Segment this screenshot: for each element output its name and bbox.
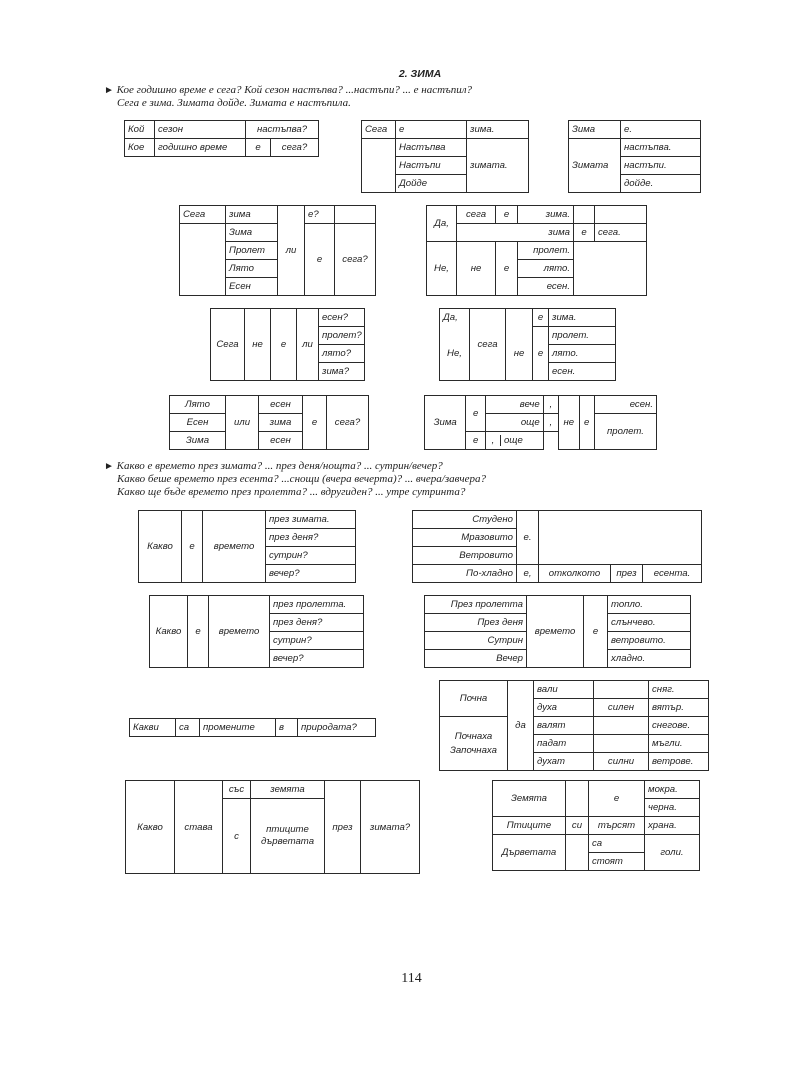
cell: Земята	[493, 781, 566, 817]
cell: Есен	[226, 278, 278, 296]
cell: през	[611, 565, 643, 583]
cell: пролет.	[549, 327, 616, 345]
cell: Какво	[126, 781, 175, 874]
cell: е.	[621, 121, 701, 139]
cell: снегове.	[649, 717, 709, 735]
cell: сега?	[271, 139, 319, 157]
arrow-icon: ►	[104, 85, 114, 96]
table-kakvi-sa-promenite	[129, 718, 376, 737]
cell: Настъпи	[396, 157, 467, 175]
cell: търсят	[589, 817, 645, 835]
cell: храна.	[645, 817, 700, 835]
cell: есен	[259, 432, 303, 450]
cell: сега?	[335, 224, 376, 296]
cell: е	[589, 781, 645, 817]
cell: голи.	[645, 835, 700, 871]
cell: Зима	[226, 224, 278, 242]
cell: Есен	[170, 414, 226, 432]
cell: есен	[259, 396, 303, 414]
table-kakvo-vremeto-prolet	[149, 595, 364, 668]
cell: силни	[594, 753, 649, 771]
table-kakvo-vremeto-zima	[138, 510, 356, 583]
cell: Лято	[226, 260, 278, 278]
cell: настъпва.	[621, 139, 701, 157]
cell: вечер?	[270, 650, 364, 668]
cell: ветрове.	[649, 753, 709, 771]
cell: настъпи.	[621, 157, 701, 175]
cell: времето	[527, 596, 584, 668]
cell: Почнаха	[454, 730, 493, 742]
cell: е	[246, 139, 271, 157]
cell: зима	[259, 414, 303, 432]
cell: лято.	[518, 260, 574, 278]
cell: мокра.	[645, 781, 700, 799]
cell: е,	[517, 565, 539, 583]
cell: още	[503, 435, 523, 446]
page-title: 2. ЗИМА	[398, 68, 442, 80]
cell: е	[574, 224, 595, 242]
page-number: 114	[401, 971, 422, 986]
cell: Сега	[211, 309, 245, 381]
cell: с	[223, 799, 251, 874]
cell: топло.	[608, 596, 691, 614]
cell: през	[325, 781, 361, 874]
cell: вятър.	[649, 699, 709, 717]
cell: зимата.	[467, 139, 529, 193]
question-line: Какво е времето през зимата? ... през деня/нощта? ... сутрин/вечер?	[116, 460, 443, 472]
cell: Птиците	[493, 817, 566, 835]
cell: духат	[534, 753, 594, 771]
cell: лято?	[319, 345, 365, 363]
cell: сега	[457, 206, 496, 224]
table-kakvo-stava	[125, 780, 420, 874]
cell: валят	[534, 717, 594, 735]
cell: не	[245, 309, 271, 381]
cell: е.	[517, 511, 539, 565]
cell: отколкото	[539, 565, 611, 583]
cell: зима	[457, 224, 574, 242]
cell: е	[303, 396, 327, 450]
cell: Какво	[139, 511, 182, 583]
cell: Не,	[427, 242, 457, 296]
cell: със	[223, 781, 251, 799]
cell: са	[176, 719, 200, 737]
cell: Сутрин	[425, 632, 527, 650]
cell: Да,	[440, 309, 470, 327]
cell: слънчево.	[608, 614, 691, 632]
cell: е?	[305, 206, 335, 224]
question-line: Какво ще бъде времето през пролетта? ... вдругиден? ... утре сутринта?	[117, 486, 466, 498]
cell: Зима	[170, 432, 226, 450]
cell: падат	[534, 735, 594, 753]
cell: есен.	[594, 396, 656, 414]
cell: сутрин?	[266, 547, 356, 565]
cell: сега	[470, 309, 506, 381]
cell: пролет.	[518, 242, 574, 260]
table-sega-e-zima	[361, 120, 529, 193]
cell: есента.	[643, 565, 702, 583]
cell: дойде.	[621, 175, 701, 193]
cell: Вечер	[425, 650, 527, 668]
cell: е	[271, 309, 297, 381]
cell: са	[589, 835, 645, 853]
cell: Лято	[170, 396, 226, 414]
cell: е	[466, 432, 486, 450]
cell: есен.	[518, 278, 574, 296]
cell: птиците	[266, 824, 309, 835]
cell: зима.	[549, 309, 616, 327]
cell: Настъпва	[396, 139, 467, 157]
cell: сега.	[595, 224, 647, 242]
cell: пролет?	[319, 327, 365, 345]
cell: през пролетта.	[270, 596, 364, 614]
cell: Студено	[413, 511, 517, 529]
table-zima-veche	[424, 395, 657, 450]
table-sega-ne-e-li	[210, 308, 365, 381]
cell: През пролетта	[425, 596, 527, 614]
cell: вече	[485, 396, 543, 414]
table-pochna-da	[439, 680, 709, 771]
cell: зима.	[467, 121, 529, 139]
cell: годишно време	[155, 139, 246, 157]
cell: Започнаха	[450, 744, 497, 756]
cell: времето	[209, 596, 270, 668]
cell: силен	[594, 699, 649, 717]
cell: лято.	[549, 345, 616, 363]
table-zimata-doide	[568, 120, 701, 193]
table-liato-ili	[169, 395, 369, 450]
cell: промените	[200, 719, 276, 737]
cell: черна.	[645, 799, 700, 817]
cell: Дърветата	[493, 835, 566, 871]
cell: зима.	[518, 206, 574, 224]
cell: дърветата	[260, 836, 315, 847]
cell: Зимата	[569, 139, 621, 193]
cell: Не,	[440, 327, 470, 381]
cell: Мразовито	[413, 529, 517, 547]
table-koi-sezon	[124, 120, 319, 157]
cell: сезон	[155, 121, 246, 139]
cell: е	[396, 121, 467, 139]
question-block-2	[104, 460, 486, 499]
cell: сутрин?	[270, 632, 364, 650]
cell: не	[457, 242, 496, 296]
cell: Кое	[125, 139, 155, 157]
cell: Сега	[362, 121, 396, 139]
cell: е	[496, 242, 518, 296]
cell: е	[533, 327, 549, 381]
cell: есен.	[549, 363, 616, 381]
cell: е	[579, 396, 594, 450]
cell: духа	[534, 699, 594, 717]
cell: е	[188, 596, 209, 668]
cell: ,	[543, 414, 558, 432]
table-da-ne-sega-zima	[439, 308, 616, 381]
cell: е	[496, 206, 518, 224]
table-zemiata-e	[492, 780, 700, 871]
cell: мъгли.	[649, 735, 709, 753]
cell: Зима	[425, 396, 466, 450]
cell: вали	[534, 681, 594, 699]
cell: е	[466, 396, 486, 432]
cell: Да,	[427, 206, 457, 242]
cell: не	[558, 396, 579, 450]
question-line: Какво беше времето през есента? ...снощи (вчера вечерта)? ... вчера/завчера?	[117, 473, 487, 485]
arrow-icon: ►	[104, 461, 114, 472]
cell: Сега	[180, 206, 226, 224]
cell: е	[533, 309, 549, 327]
cell: зимата?	[361, 781, 420, 874]
cell: е	[584, 596, 608, 668]
cell: настъпва?	[246, 121, 319, 139]
answer-line: Сега е зима. Зимата дойде. Зимата е настъпила.	[117, 97, 351, 109]
cell: в	[276, 719, 298, 737]
cell: Зима	[569, 121, 621, 139]
table-sega-zima-li	[179, 205, 376, 296]
cell: е	[182, 511, 203, 583]
cell: Почна	[440, 681, 508, 717]
cell: зима?	[319, 363, 365, 381]
cell: Дойде	[396, 175, 467, 193]
cell: Ветровито	[413, 547, 517, 565]
question-block-1	[104, 84, 472, 110]
cell: да	[508, 681, 534, 771]
cell: ветровито.	[608, 632, 691, 650]
cell: есен?	[319, 309, 365, 327]
table-studeno	[412, 510, 702, 583]
cell: Какви	[130, 719, 176, 737]
cell: още	[485, 414, 543, 432]
cell: става	[175, 781, 223, 874]
cell: сега?	[327, 396, 369, 450]
cell: ли	[278, 206, 305, 296]
cell: Какво	[150, 596, 188, 668]
cell: ли	[297, 309, 319, 381]
question-line: Кое годишно време е сега? Кой сезон настъпва? ...настъпи? ... е настъпил?	[116, 84, 473, 96]
cell: е	[305, 224, 335, 296]
table-da-ne-sega	[426, 205, 647, 296]
cell: пролет.	[594, 414, 656, 450]
cell: сняг.	[649, 681, 709, 699]
cell: природата?	[298, 719, 376, 737]
cell: вечер?	[266, 565, 356, 583]
cell: си	[566, 817, 589, 835]
cell: или	[226, 396, 259, 450]
cell: през зимата.	[266, 511, 356, 529]
cell: ,	[543, 396, 558, 414]
cell: през деня?	[266, 529, 356, 547]
table-prez-proletta-vremeto	[424, 595, 691, 668]
cell: зима	[226, 206, 278, 224]
cell: През деня	[425, 614, 527, 632]
cell: земята	[251, 781, 325, 799]
cell: стоят	[589, 853, 645, 871]
cell: Пролет	[226, 242, 278, 260]
cell: времето	[203, 511, 266, 583]
cell: през деня?	[270, 614, 364, 632]
cell: не	[506, 327, 533, 381]
cell: хладно.	[608, 650, 691, 668]
cell: Кой	[125, 121, 155, 139]
cell: ,	[486, 435, 501, 446]
cell: По-хладно	[413, 565, 517, 583]
